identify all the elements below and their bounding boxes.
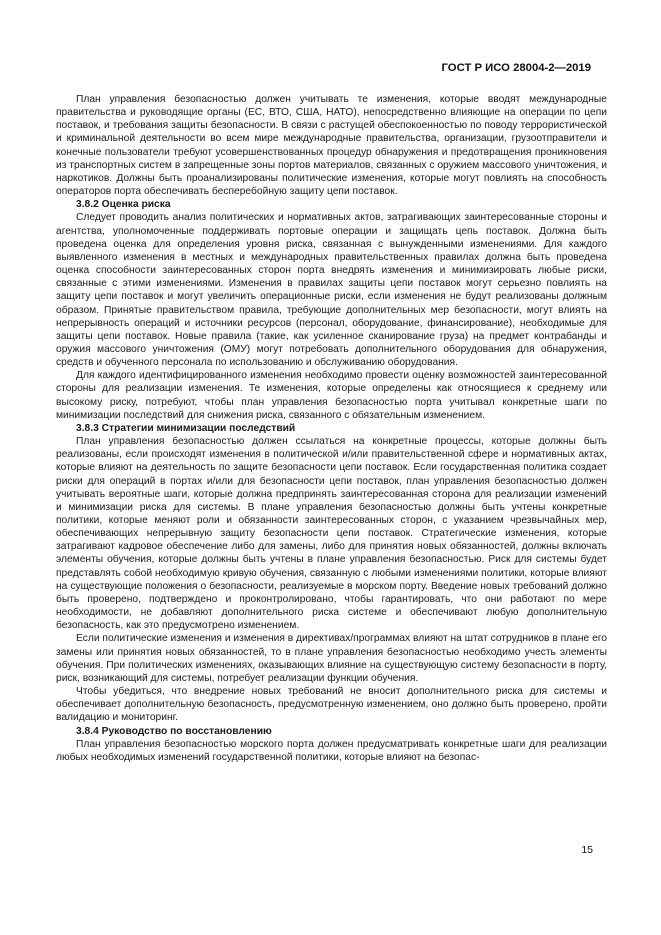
standard-designation: ГОСТ Р ИСО 28004-2—2019 [441,62,591,74]
paragraph: Для каждого идентифицированного изменения необходимо провести оценку возможностей заинтересованной стороны для реализации изменения. Те изменения, которые определены как относящиеся к среднему или высокому риску, потребуют, чтобы план управления безопасностью порта учитывал конкретные шаги по минимизации последствий для снижения риска, связанного с обязательным изменением. [56,370,607,421]
page-number: 15 [581,844,593,856]
paragraph: План управления безопасностью должен учитывать те изменения, которые вводят международные правительства и руководящие органы (ЕС, ВТО, США, НАТО), непосредственно влияющие на операции по цепи поставок, и требования защиты безопасности. В связи с растущей обеспокоенностью по поводу террористической и криминальной деятельности во всем мире международные правительства, организации, грузоотправители и конечные пользователи требуют усовершенствованных процедур обнаружения и предотвращения проникновения из транспортных систем в запрещенные зоны портов материалов, связанных с оружием массового уничтожения, и наркотиков. Должны быть проанализированы политические изменения, которые могут повлиять на способность операторов порта обеспечивать бесперебойную защиту цепи поставок. [56,94,607,198]
paragraph: Чтобы убедиться, что внедрение новых требований не вносит дополнительного риска для системы и обеспечивает дополнительную безопасность, предусмотренную изменением, оно должно быть проверено, пройти валидацию и мониторинг. [56,686,607,724]
section-heading-3-8-4: 3.8.4 Руководство по восстановлению [76,725,272,737]
section-heading-3-8-3: 3.8.3 Стратегии минимизации последствий [76,422,296,434]
document-body [56,93,607,764]
paragraph: Следует проводить анализ политических и нормативных актов, затрагивающих заинтересованные стороны и агентства, уполномоченные поддерживать портовые операции и защищать цепь поставок. Должна быть проведена оценка для определения уровня риска, связанная с вынужденными изменениями. Для каждого выявленного изменения в местных и международных правительственных правилах должна быть проведена оценка способности заинтересованных сторон порта внедрять изменения и минимизировать любые риски, связанные с этими изменениями. Изменения в правилах защиты цепи поставок могут серьезно повлиять на защиту цепи поставок и могут увеличить операционные риски, если изменения не будут реализованы должным образом. Принятые правительством правила, требующие дополнительных мер безопасности, могут влиять на непрерывность операций и источники ресурсов (персонал, оборудование, финансирование), необходимые для защиты цепи поставок. Новые правила (такие, как усиленное сканирование груза) на предмет контрабанды и оружия массового уничтожения (ОМУ) могут потребовать дополнительного оборудования для обнаружения, средств и обученного персонала по использованию и обслуживанию оборудования. [56,212,607,369]
section-heading-3-8-2: 3.8.2 Оценка риска [76,199,171,211]
paragraph: Если политические изменения и изменения в директивах/программах влияют на штат сотрудников в плане его замены или принятия новых обязанностей, то в плане управления безопасностью необходимо учесть элементы обучения. При политических изменениях, оказывающих влияние на существующую систему безопасности в порту, риск, возникающий для системы, потребует реализации функции обучения. [56,633,607,684]
paragraph: План управления безопасностью морского порта должен предусматривать конкретные шаги для реализации любых необходимых изменений государственной политики, которые влияют на безопас- [56,738,607,763]
paragraph: План управления безопасностью должен ссылаться на конкретные процессы, которые должны быть реализованы, если происходят изменения в политической и/или правительственной сфере и нормативных актах, которые влияют на деятельность по защите безопасности цепи поставок. Если государственная политика создает риски для операций в портах и/или для безопасности цепи поставок, план управления безопасностью должен учитывать вероятные шаги, которые должна предпринять заинтересованная сторона для реализации изменений и минимизации риска для системы. В плане управления безопасностью должны быть учтены конкретные политики, которые меняют роли и обязанности заинтересованных сторон, с указанием чрезвычайных мер, обеспечивающих непрерывную защиту безопасности цепи поставок. Стратегические изменения, которые затрагивают кадровое обеспечение либо для замены, либо для принятия новых обязанностей, должны включать элементы обучения, которые должны быть учтены в плане управления безопасностью. Риск для системы будет представлять собой необходимую кривую обучения, связанную с любыми изменениями политики, которые влияют на существующие положения о безопасности, реализуемые в морском порту. Введение новых требований должно быть проверено, подтверждено и проконтролировано, чтобы гарантировать, что они работают по мере необходимости, не добавляют дополнительного риска системе и обеспечивают любую дополнительную безопасность, как это предусмотрено изменением. [56,436,607,632]
